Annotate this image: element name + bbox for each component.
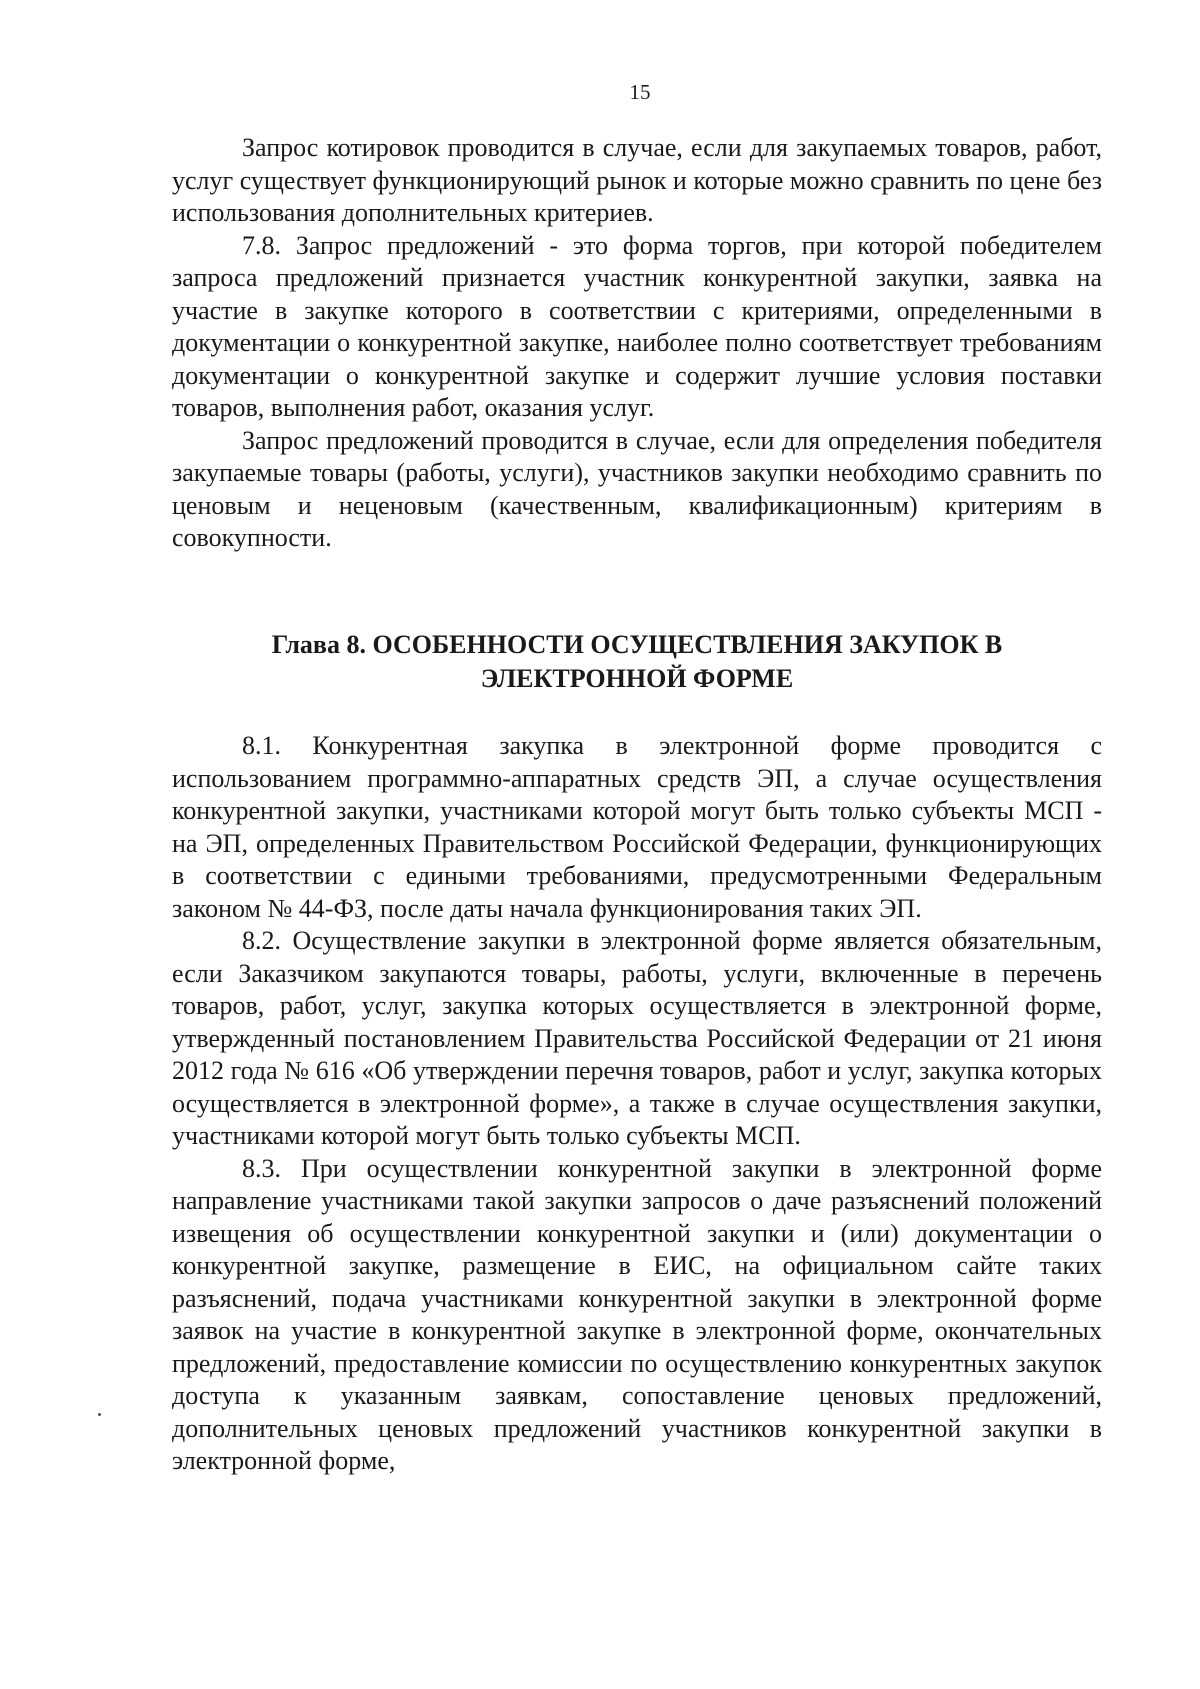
section-text-top — [172, 132, 1102, 555]
chapter-heading — [172, 628, 1102, 696]
paragraph-quote-request: Запрос котировок проводится в случае, если для закупаемых товаров, работ, услуг существует функционирующий рынок и которые можно сравнить по цене без использования дополнительных критериев. — [172, 133, 1102, 227]
paragraph-7-8: 7.8. Запрос предложений - это форма торгов, при которой победителем запроса предложений признается участник конкурентной закупки, заявка на участие в закупке которого в соответствии с критериями, определенными в документации о конкурентной закупке, наиболее полно соответствует требованиям документации о конкурентной закупке и содержит лучшие условия поставки товаров, выполнения работ, оказания услуг. — [172, 230, 1102, 422]
paragraph-8-3: 8.3. При осуществлении конкурентной закупки в электронной форме направление участниками такой закупки запросов о даче разъяснений положений извещения об осуществлении конкурентной закупки и (или) документации о конкурентной закупке, размещение в ЕИС, на официальном сайте таких разъяснений, подача участниками конкурентной закупки в электронной форме заявок на участие в конкурентной закупке в электронной форме, окончательных предложений, предоставление комиссии по осуществлению конкурентных закупок доступа к указанным заявкам, сопоставление ценовых предложений, дополнительных ценовых предложений участников конкурентной закупки в электронной форме, — [172, 1153, 1102, 1475]
scan-speck — [98, 1413, 101, 1416]
chapter-heading-line-2: ЭЛЕКТРОННОЙ ФОРМЕ — [480, 664, 794, 693]
page-number: 15 — [629, 80, 651, 104]
paragraph-8-2: 8.2. Осуществление закупки в электронной форме является обязательным, если Заказчиком закупаются товары, работы, услуги, включенные в перечень товаров, работ, услуг, закупка которых осуществляется в электронной форме, утвержденный постановлением Правительства Российской Федерации от 21 июня 2012 года № 616 «Об утверждении перечня товаров, работ и услуг, закупка которых осуществляется в электронной форме», а также в случае осуществления закупки, участниками которой могут быть только субъекты МСП. — [172, 926, 1102, 1150]
section-text-chapter-8 — [172, 730, 1102, 1478]
paragraph-8-1: 8.1. Конкурентная закупка в электронной форме проводится с использованием программно-аппаратных средств ЭП, а случае осуществления конкурентной закупки, участниками которой могут быть только субъекты МСП - на ЭП, определенных Правительством Российской Федерации, функционирующих в соответствии с едиными требованиями, предусмотренными Федеральным законом № 44-ФЗ, после даты начала функционирования таких ЭП. — [172, 731, 1102, 923]
chapter-heading-line-1: Глава 8. ОСОБЕННОСТИ ОСУЩЕСТВЛЕНИЯ ЗАКУПОК В — [271, 630, 1003, 659]
paragraph-proposal-request: Запрос предложений проводится в случае, если для определения победителя закупаемые товары (работы, услуги), участников закупки необходимо сравнить по ценовым и неценовым (качественным, квалификационным) критериям в совокупности. — [172, 425, 1102, 552]
